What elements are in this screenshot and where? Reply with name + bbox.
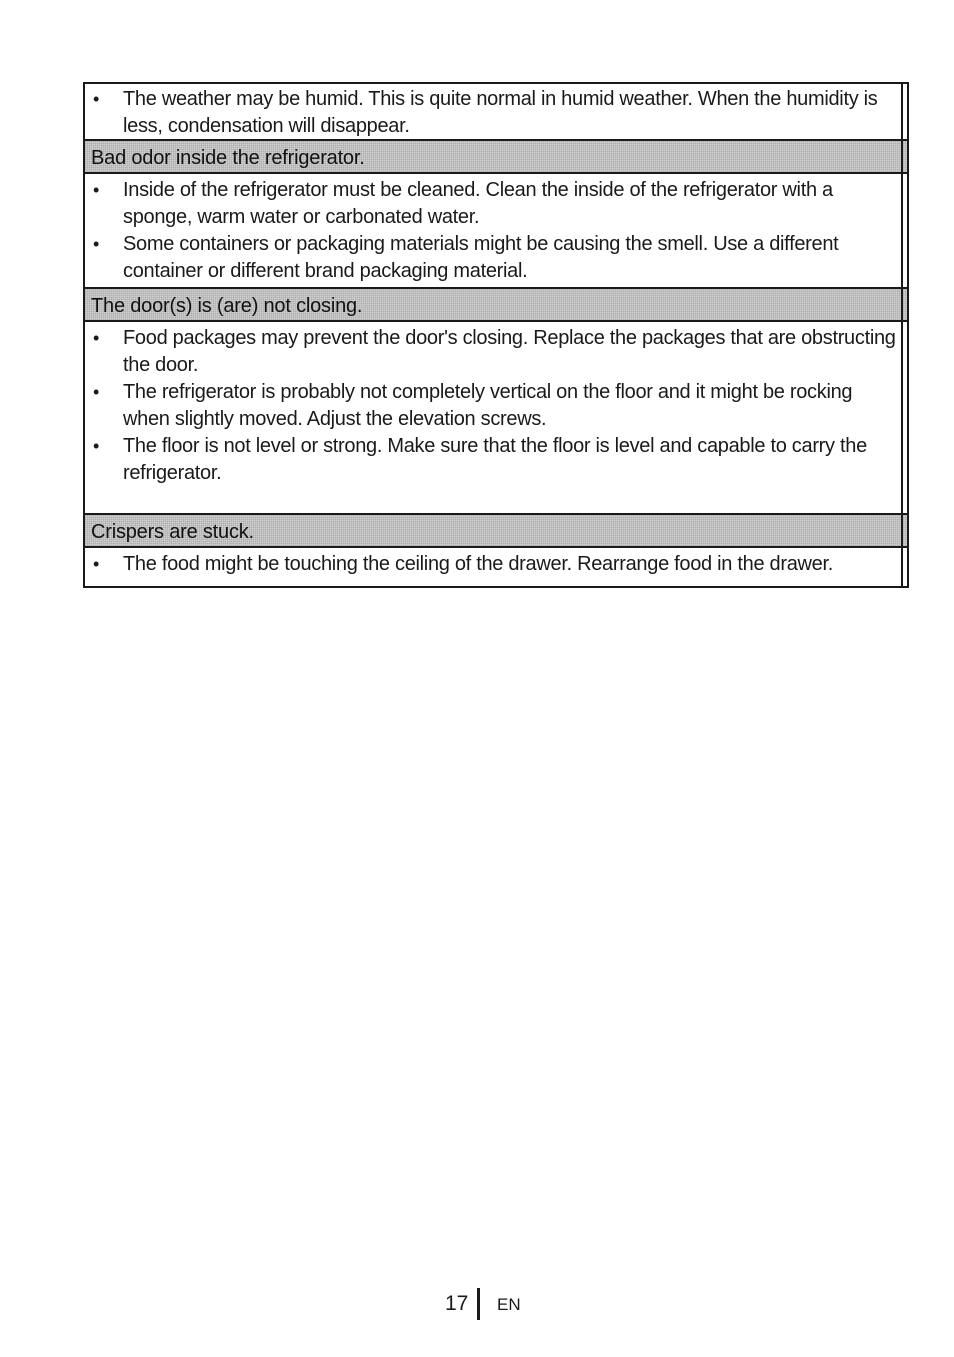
list-item: • Some containers or packaging materials might be causing the smell. Use a different container or different brand packaging material. [91, 231, 897, 285]
section-body [85, 174, 907, 287]
section-header: The door(s) is (are) not closing. [85, 287, 907, 322]
list-item: • The food might be touching the ceiling of the drawer. Rearrange food in the drawer. [91, 551, 897, 578]
section-body [85, 548, 907, 586]
bullet-list [91, 86, 897, 140]
bullet-list [91, 325, 897, 487]
bullet-list [91, 551, 897, 578]
section-bad-odor [85, 139, 907, 287]
list-item: • The weather may be humid. This is quite normal in humid weather. When the humidity is less, condensation will disappear. [91, 86, 897, 140]
section-header: Bad odor inside the refrigerator. [85, 139, 907, 174]
page-number: 17 [445, 1292, 469, 1315]
section-body [85, 84, 907, 139]
page-footer [0, 1288, 954, 1320]
list-item: • Food packages may prevent the door's closing. Replace the packages that are obstructing the door. [91, 325, 897, 379]
bullet-list [91, 177, 897, 285]
section-body [85, 322, 907, 513]
language-code: EN [497, 1295, 521, 1314]
list-item: • The refrigerator is probably not completely vertical on the floor and it might be rocking when slightly moved. Adjust the elevation screws. [91, 379, 897, 433]
section-door-not-closing [85, 287, 907, 513]
footer-divider [477, 1288, 480, 1320]
list-item: • Inside of the refrigerator must be cleaned. Clean the inside of the refrigerator with a sponge, warm water or carbonated water. [91, 177, 897, 231]
section-crispers-stuck [85, 513, 907, 586]
section-header: Crispers are stuck. [85, 513, 907, 548]
troubleshooting-table [83, 82, 909, 588]
list-item: • The floor is not level or strong. Make sure that the floor is level and capable to carry the refrigerator. [91, 433, 897, 487]
section-humidity [85, 84, 907, 139]
